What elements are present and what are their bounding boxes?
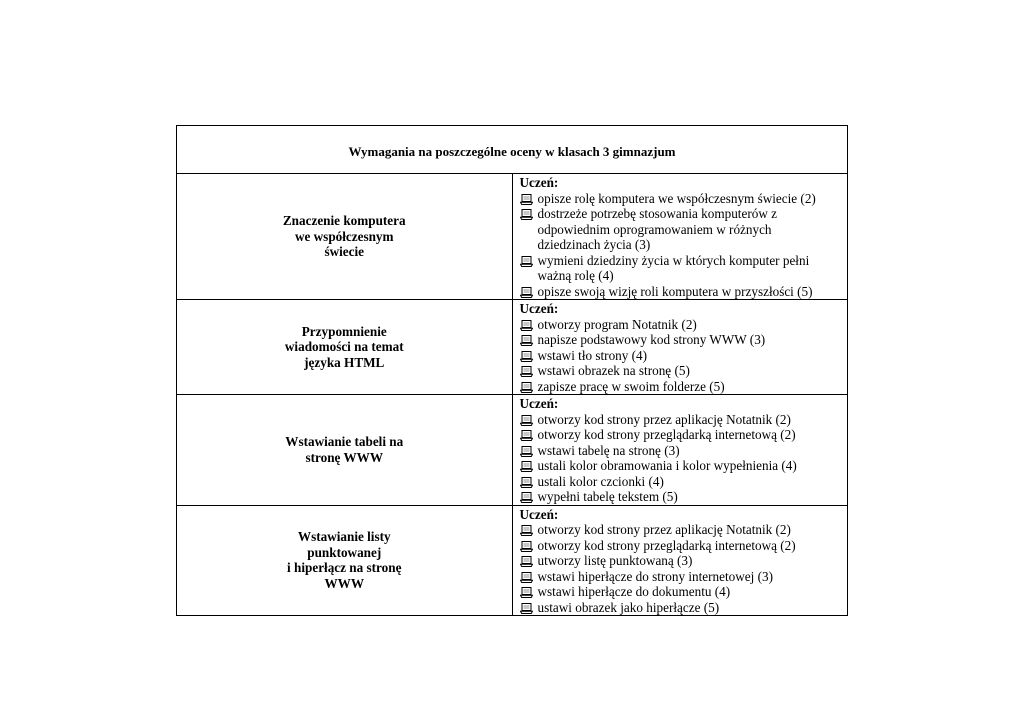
requirement-item <box>520 191 844 207</box>
computer-icon <box>520 348 538 364</box>
requirement-text <box>538 363 844 379</box>
computer-icon <box>520 553 538 569</box>
requirement-text <box>538 427 844 443</box>
requirement-item <box>520 553 844 569</box>
computer-icon <box>520 538 538 554</box>
topic-row <box>177 174 848 300</box>
topic-row <box>177 395 848 506</box>
topic-line: punktowanej <box>307 544 382 560</box>
student-label: Uczeń: <box>519 175 559 190</box>
requirement-item <box>520 584 844 600</box>
requirement-item <box>520 379 844 395</box>
topic-line: i hiperłącz na stronę <box>287 560 402 576</box>
topic-line: Wstawianie tabeli na <box>285 434 404 450</box>
requirement-text <box>538 348 844 364</box>
requirement-text <box>538 412 844 428</box>
computer-icon <box>520 412 538 428</box>
requirements-cell <box>512 505 848 616</box>
requirement-item <box>520 284 844 300</box>
computer-icon <box>520 522 538 538</box>
topic-line: we współczesnym <box>294 228 394 244</box>
computer-icon <box>520 474 538 490</box>
requirement-text-line: zapisze pracę w swoim folderze (5) <box>537 378 725 394</box>
requirement-text <box>538 569 844 585</box>
requirement-item <box>520 363 844 379</box>
topic-line: Wstawianie listy <box>297 529 391 545</box>
requirement-item <box>520 522 844 538</box>
topic-line: wiadomości na temat <box>284 339 404 355</box>
requirements-cell <box>512 300 848 395</box>
requirement-text-line: ustali kolor obramowania i kolor wypełnienia (4) <box>537 458 797 473</box>
requirement-text-line: opisze swoją wizję roli komputera w przyszłości (5) <box>537 283 813 299</box>
requirement-item <box>520 317 844 333</box>
computer-icon <box>520 191 538 207</box>
topic-line: języka HTML <box>304 354 385 370</box>
requirement-item <box>520 458 844 474</box>
topic-line: stronę WWW <box>305 449 384 465</box>
requirement-text-line: wstawi hiperłącze do strony internetowej (3) <box>537 568 773 584</box>
requirement-text <box>538 284 844 300</box>
requirement-text-line: otworzy kod strony przez aplikację Notatnik (2) <box>537 522 791 537</box>
requirement-text <box>538 191 844 207</box>
requirement-text <box>538 332 844 348</box>
requirement-item <box>520 443 844 459</box>
topic-line: WWW <box>324 575 365 591</box>
requirement-item <box>520 474 844 490</box>
requirement-text-line: ustali kolor czcionki (4) <box>537 473 664 489</box>
requirement-item <box>520 569 844 585</box>
topic-row <box>177 300 848 395</box>
computer-icon <box>520 458 538 474</box>
table-title: Wymagania na poszczególne oceny w klasach 3 gimnazjum <box>348 143 676 159</box>
computer-icon <box>520 427 538 443</box>
requirement-text <box>538 600 844 616</box>
requirement-text-line: ustawi obrazek jako hiperłącze (5) <box>537 599 720 615</box>
requirement-text <box>538 489 844 505</box>
computer-icon <box>520 253 538 284</box>
student-label: Uczeń: <box>519 506 559 522</box>
topic-line: świecie <box>324 244 365 260</box>
requirement-text <box>538 474 844 490</box>
requirement-text-line: opisze rolę komputera we współczesnym świecie (2) <box>537 190 816 206</box>
computer-icon <box>520 569 538 585</box>
requirement-item <box>520 600 844 616</box>
requirement-text-line: utworzy listę punktowaną (3) <box>537 553 693 568</box>
requirement-text <box>538 379 844 395</box>
computer-icon <box>520 600 538 616</box>
requirement-item <box>520 332 844 348</box>
requirement-text-line: wypełni tabelę tekstem (5) <box>537 489 678 504</box>
requirement-item <box>520 206 844 253</box>
computer-icon <box>520 317 538 333</box>
requirement-text-line: dziedzinach życia (3) <box>537 237 651 252</box>
title-row <box>177 126 848 174</box>
requirement-text-line: otworzy program Notatnik (2) <box>537 316 697 332</box>
requirement-text-line: wymieni dziedziny życia w których komputer pełni ważną rolę (4) <box>537 252 810 283</box>
requirement-item <box>520 489 844 505</box>
requirement-text-line: wstawi hiperłącze do dokumentu (4) <box>537 584 731 599</box>
student-label: Uczeń: <box>519 396 559 411</box>
requirement-text <box>538 458 844 474</box>
topic-cell <box>177 395 513 506</box>
topic-cell <box>177 505 513 616</box>
computer-icon <box>520 584 538 600</box>
requirement-text-line: wstawi tło strony (4) <box>537 347 648 363</box>
requirements-table-body <box>177 126 848 616</box>
requirement-text-line: wstawi tabelę na stronę (3) <box>537 442 680 458</box>
topic-row <box>177 505 848 616</box>
computer-icon <box>520 332 538 348</box>
requirement-text <box>538 317 844 333</box>
computer-icon <box>520 443 538 459</box>
requirement-text-line: otworzy kod strony przeglądarką internetową (2) <box>537 427 796 442</box>
requirement-text <box>538 538 844 554</box>
requirement-text <box>538 522 844 538</box>
requirement-text <box>538 443 844 459</box>
computer-icon <box>520 489 538 505</box>
topic-line: Przypomnienie <box>301 323 387 339</box>
student-label: Uczeń: <box>519 301 559 316</box>
computer-icon <box>520 379 538 395</box>
requirement-item <box>520 427 844 443</box>
requirements-cell <box>512 174 848 300</box>
computer-icon <box>520 206 538 253</box>
requirement-text <box>538 253 844 284</box>
computer-icon <box>520 284 538 300</box>
requirement-item <box>520 348 844 364</box>
title-cell <box>177 126 848 174</box>
requirement-text-line: wstawi obrazek na stronę (5) <box>537 363 690 378</box>
topic-cell <box>177 174 513 300</box>
requirement-text <box>538 584 844 600</box>
requirement-text-line: napisze podstawowy kod strony WWW (3) <box>537 332 766 347</box>
requirement-item <box>520 538 844 554</box>
requirement-text <box>538 206 844 253</box>
requirement-text-line: otworzy kod strony przez aplikację Notatnik (2) <box>537 411 791 427</box>
requirement-text-line: otworzy kod strony przeglądarką internetową (2) <box>537 537 796 553</box>
requirement-item <box>520 253 844 284</box>
requirement-text <box>538 553 844 569</box>
computer-icon <box>520 363 538 379</box>
requirement-text-line: dostrzeże potrzebę stosowania komputerów z odpowiednim oprogramowaniem w różnych <box>537 206 777 237</box>
requirements-cell <box>512 395 848 506</box>
topic-line: Znaczenie komputera <box>282 213 406 229</box>
requirement-item <box>520 412 844 428</box>
requirements-table <box>176 125 848 616</box>
topic-cell <box>177 300 513 395</box>
